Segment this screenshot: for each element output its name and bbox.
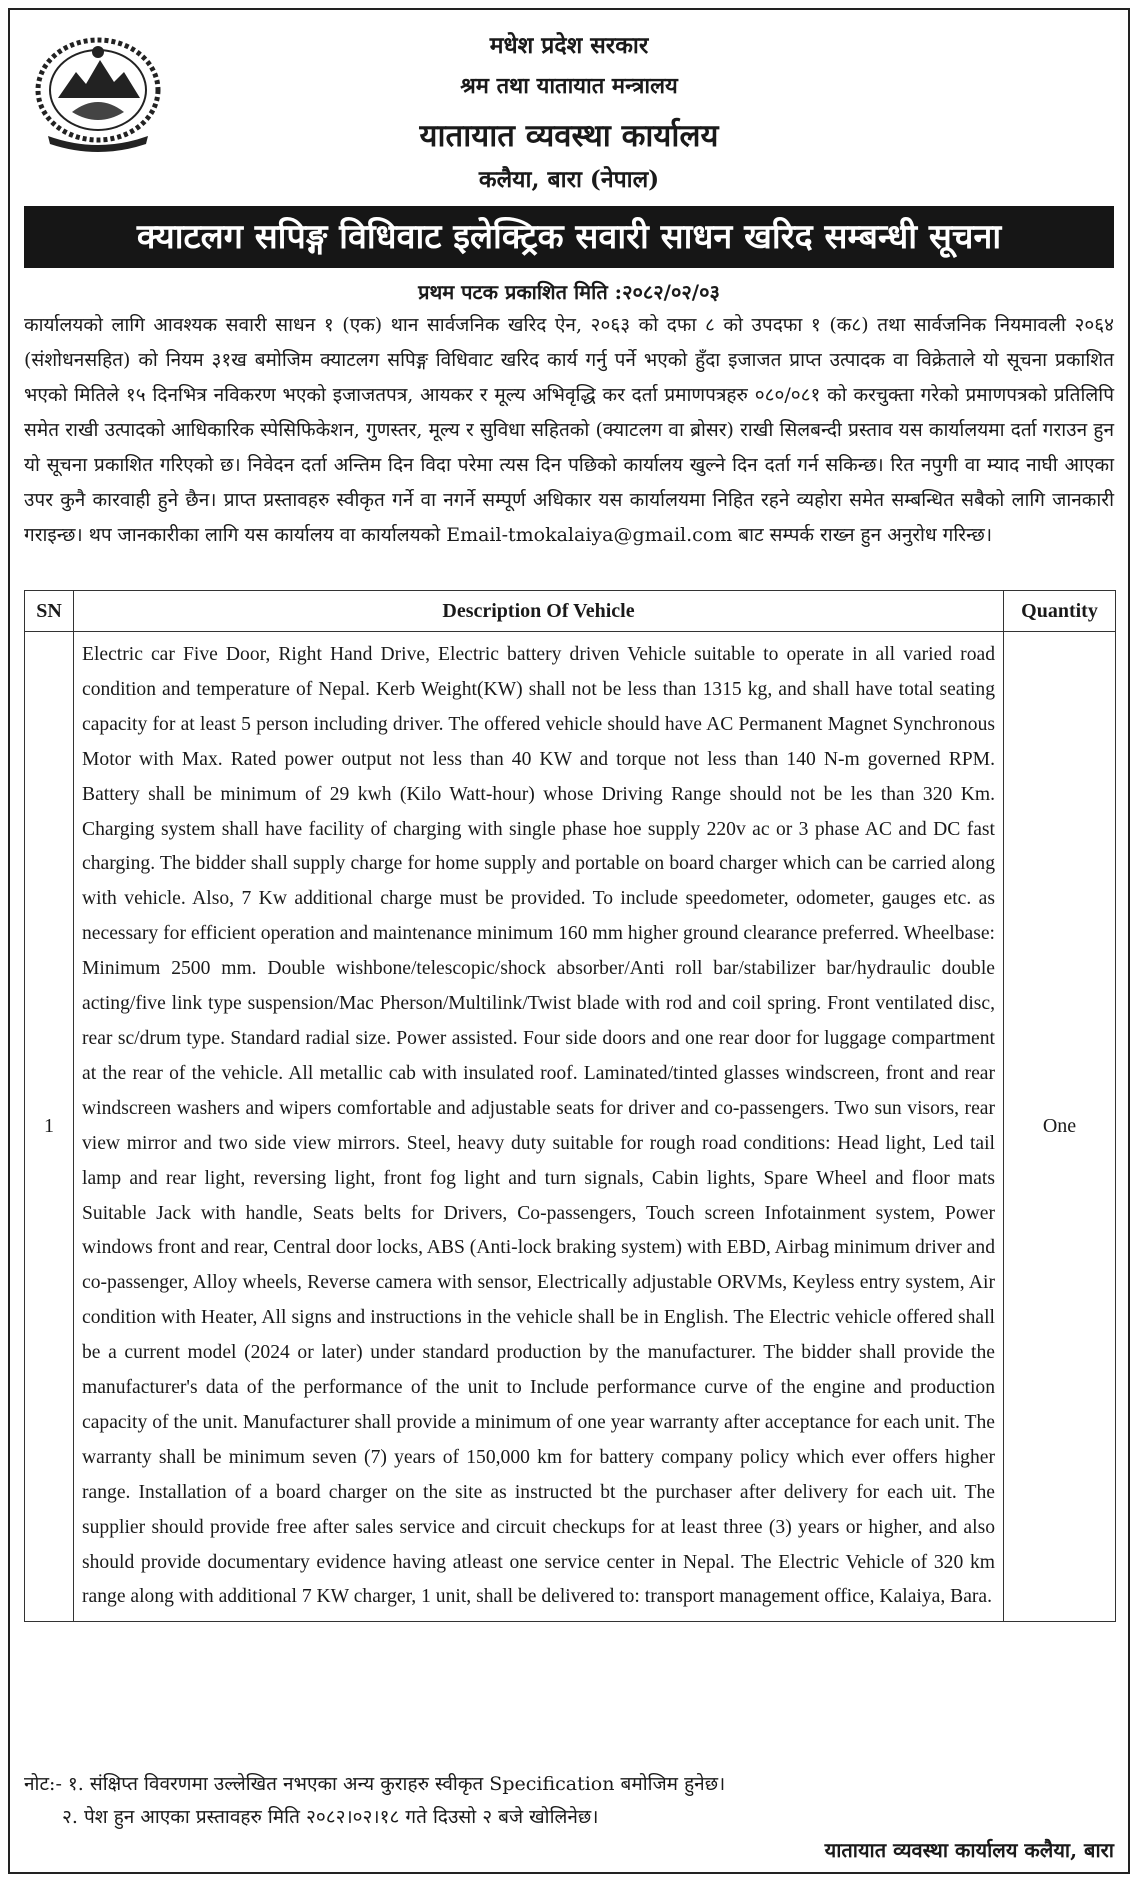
header-ministry: श्रम तथा यातायात मन्त्रालय xyxy=(460,73,678,99)
table-row xyxy=(25,632,1116,1622)
note-1: नोट:- १. संक्षिप्त विवरणमा उल्लेखित नभएका अन्य कुराहरु स्वीकृत Specification बमोजिम हुनेछ। xyxy=(24,1773,726,1795)
header-office: यातायात व्यवस्था कार्यालय xyxy=(419,118,719,154)
header-quantity: Quantity xyxy=(1004,591,1116,632)
table-header-row xyxy=(25,591,1116,632)
header-address: कलैया, बारा (नेपाल) xyxy=(478,166,660,193)
notes xyxy=(24,1768,725,1834)
row-quantity: One xyxy=(1004,632,1116,1622)
notice-page xyxy=(8,8,1130,1874)
footer-signature: यातायात व्यवस्था कार्यालय कलैया, बारा xyxy=(824,1838,1114,1862)
row-description: Electric car Five Door, Right Hand Drive, Electric battery driven Vehicle suitable to operate in all varied road condition and temperature of Nepal. Kerb Weight(KW) shall not be less than 1315 kg, and shall have total seating capacity for at least 5 person including driver. The offered vehicle should have AC Permanent Magnet Synchronous Motor with Max. Rated power output not less than 40 KW and torque not less than 140 N-m governed RPM. Battery shall be minimum of 29 kwh (Kilo Watt-hour) whose Driving Range should not be les than 320 Km. Charging system shall have facility of charging with single phase hoe supply 220v ac or 3 phase AC and DC fast charging. The bidder shall supply charge for home supply and portable on board charger which can be carried along with vehicle. Also, 7 Kw additional charge must be provided. To include speedometer, odometer, gauges etc. as necessary for efficient operation and maintenance minimum 160 mm higher ground clearance preferred. Wheelbase: Minimum 2500 mm. Double wishbone/telescopic/shock absorber/Anti roll bar/stabilizer bar/hydraulic double acting/five link type suspension/Mac Pherson/Multilink/Twist blade with rod and coil spring. Front ventilated disc, rear sc/drum type. Standard radial size. Power assisted. Four side doors and one rear door for luggage compartment at the rear of the vehicle. All metallic cab with insulated roof. Laminated/tinted glasses windscreen, front and rear windscreen washers and wipers comfortable and adjustable seats for driver and co-passengers. Two sun visors, rear view mirror and two side view mirrors. Steel, heavy duty suitable for rough road conditions: Head light, Led tail lamp and rear light, reversing light, front fog light and turn signals, Cabin lights, Spare Wheel and floor mats Suitable Jack with handle, Seats belts for Drivers, Co-passengers, Touch screen Infotainment system, Power windows front and rear, Central door locks, ABS (Anti-lock braking system) with EBD, Airbag minimum driver and co-passenger, Alloy wheels, Reverse camera with sensor, Electrically adjustable ORVMs, Keyless entry system, Air condition with Heater, All signs and instructions in the vehicle shall be in English. The Electric vehicle offered shall be a current model (2024 or later) under standard production by the manufacturer. The bidder shall provide the manufacturer's data of the performance of the unit to Include performance curve of the engine and production capacity of the unit. Manufacturer shall provide a minimum of one year warranty after acceptance for each unit. The warranty shall be minimum seven (7) years of 150,000 km for battery company policy which ever offers higher range. Installation of a board charger on the site as instructed bt the purchaser after delivery for each uit. The supplier should provide free after sales service and circuit checkups for at least three (3) years or higher, and also should provide documentary evidence having atleast one service center in Nepal. The Electric Vehicle of 320 km range along with additional 7 KW charger, 1 unit, shall be delivered to: transport management office, Kalaiya, Bara. xyxy=(74,632,1004,1622)
row-sn: 1 xyxy=(25,632,74,1622)
notice-paragraph: कार्यालयको लागि आवश्यक सवारी साधन १ (एक) थान सार्वजनिक खरिद ऐन, २०६३ को दफा ८ को उपदफा १ (क८) तथा सार्वजनिक नियमावली २०६४ (संशोधनसहित) को नियम ३१ख बमोजिम क्याटलग सपिङ्ग विधिवाट खरिद कार्य गर्नु पर्ने भएको हुँदा इजाजत प्राप्त उत्पादक वा विक्रेताले यो सूचना प्रकाशित भएको मितिले १५ दिनभित्र नविकरण भएको इजाजतपत्र, आयकर र मूल्य अभिवृद्धि कर दर्ता प्रमाणपत्रहरु ०८०/०८१ को करचुक्ता गरेको प्रमाणपत्रको प्रतिलिपि समेत राखी उत्पादको आधिकारिक स्पेसिफिकेशन, गुणस्तर, मूल्य र सुविधा सहितको (क्याटलग वा ब्रोसर) राखी सिलबन्दी प्रस्ताव यस कार्यालयमा दर्ता गराउन हुन यो सूचना प्रकाशित गरिएको छ। निवेदन दर्ता अन्तिम दिन विदा परेमा त्यस दिन पछिको कार्यालय खुल्ने दिन दर्ता गर्न सकिन्छ। रित नपुगी वा म्याद नाघी आएका उपर कुनै कारवाही हुने छैन। प्राप्त प्रस्तावहरु स्वीकृत गर्ने वा नगर्ने सम्पूर्ण अधिकार यस कार्यालयमा निहित रहने व्यहोरा समेत सम्बन्धित सबैको लागि जानकारी गराइन्छ। थप जानकारीका लागि यस कार्यालय वा कार्यालयको Email-tmokalaiya@gmail.com बाट सम्पर्क राख्न हुन अनुरोध गरिन्छ। xyxy=(24,314,1114,546)
notice-title-banner: क्याटलग सपिङ्ग विधिवाट इलेक्ट्रिक सवारी साधन खरिद सम्बन्धी सूचना xyxy=(24,206,1114,268)
header-government: मधेश प्रदेश सरकार xyxy=(489,32,649,59)
header xyxy=(10,10,1128,198)
header-sn: SN xyxy=(25,591,74,632)
vehicle-spec-table xyxy=(24,590,1116,1622)
published-date: प्रथम पटक प्रकाशित मिति :२०८२/०२/०३ xyxy=(418,280,720,304)
header-description: Description Of Vehicle xyxy=(74,591,1004,632)
note-2: २. पेश हुन आएका प्रस्तावहरु मिति २०८२।०२।१८ गते दिउसो २ बजे खोलिनेछ। xyxy=(62,1806,599,1828)
